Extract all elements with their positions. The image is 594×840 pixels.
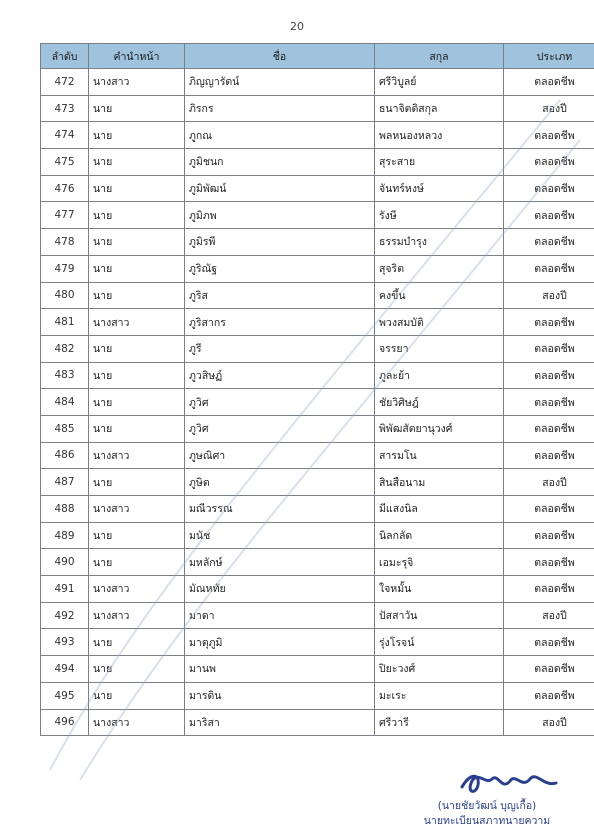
row-number: 494 [41, 656, 89, 683]
row-type: ตลอดชีพ [504, 69, 594, 96]
row-type: ตลอดชีพ [504, 522, 594, 549]
row-title: นาย [89, 149, 185, 176]
row-title: นางสาว [89, 309, 185, 336]
row-type: สองปี [504, 282, 594, 309]
row-number: 486 [41, 442, 89, 469]
row-first-name: มาดา [185, 602, 375, 629]
row-type: สองปี [504, 602, 594, 629]
row-last-name: ปิยะวงศ์ [375, 656, 504, 683]
row-number: 476 [41, 175, 89, 202]
table-row [41, 309, 594, 336]
table-row [41, 709, 594, 736]
row-number: 481 [41, 309, 89, 336]
row-number: 492 [41, 602, 89, 629]
table-row [41, 282, 594, 309]
row-last-name: ภูละย้า [375, 362, 504, 389]
row-first-name: ภูมิชนก [185, 149, 375, 176]
row-last-name: จันทร์หงษ์ [375, 175, 504, 202]
row-last-name: สุจริต [375, 255, 504, 282]
table-row [41, 202, 594, 229]
row-title: นางสาว [89, 576, 185, 603]
row-type: ตลอดชีพ [504, 309, 594, 336]
table-row [41, 175, 594, 202]
row-type: ตลอดชีพ [504, 576, 594, 603]
row-first-name: มัณหทัย [185, 576, 375, 603]
row-first-name: มาริสา [185, 709, 375, 736]
page-number: 20 [290, 20, 304, 33]
row-title: นาย [89, 389, 185, 416]
row-type: สองปี [504, 709, 594, 736]
row-type: ตลอดชีพ [504, 362, 594, 389]
row-title: นาย [89, 362, 185, 389]
row-type: ตลอดชีพ [504, 389, 594, 416]
table-row [41, 682, 594, 709]
row-last-name: นิลกลัด [375, 522, 504, 549]
row-first-name: ภูมิรพี [185, 229, 375, 256]
row-title: นาย [89, 469, 185, 496]
row-number: 496 [41, 709, 89, 736]
row-last-name: คงขึ้น [375, 282, 504, 309]
row-type: ตลอดชีพ [504, 682, 594, 709]
row-title: นางสาว [89, 602, 185, 629]
table-row [41, 496, 594, 523]
row-title: นาย [89, 682, 185, 709]
table-row [41, 95, 594, 122]
row-type: ตลอดชีพ [504, 149, 594, 176]
row-last-name: เอมะรุจิ [375, 549, 504, 576]
signatory-name: (นายชัยวัฒน์ บุญเกื้อ) [437, 800, 537, 812]
row-last-name: ชัยวิศิษฎ์ [375, 389, 504, 416]
row-number: 495 [41, 682, 89, 709]
table-row [41, 149, 594, 176]
row-first-name: ภิญญารัตน์ [185, 69, 375, 96]
row-number: 480 [41, 282, 89, 309]
table-row [41, 602, 594, 629]
row-type: ตลอดชีพ [504, 415, 594, 442]
row-number: 478 [41, 229, 89, 256]
row-first-name: มาตุภูมิ [185, 629, 375, 656]
row-type: สองปี [504, 469, 594, 496]
row-title: นาย [89, 656, 185, 683]
row-type: ตลอดชีพ [504, 656, 594, 683]
row-number: 493 [41, 629, 89, 656]
row-title: นาย [89, 522, 185, 549]
table-row [41, 442, 594, 469]
row-title: นาย [89, 255, 185, 282]
row-first-name: ภูกณ [185, 122, 375, 149]
row-first-name: มณีวรรณ [185, 496, 375, 523]
row-first-name: ภูษณิศา [185, 442, 375, 469]
row-last-name: สุระสาย [375, 149, 504, 176]
table-header-row [41, 44, 594, 69]
row-first-name: ภูริณัฐ [185, 255, 375, 282]
row-first-name: ภูวสิษฏ์ [185, 362, 375, 389]
row-last-name: รุ่งโรจน์ [375, 629, 504, 656]
row-title: นาย [89, 415, 185, 442]
table-row [41, 389, 594, 416]
table-row [41, 522, 594, 549]
row-last-name: มะเระ [375, 682, 504, 709]
row-last-name: ใจหมั้น [375, 576, 504, 603]
row-number: 485 [41, 415, 89, 442]
row-number: 489 [41, 522, 89, 549]
header-number: ลำดับ [41, 44, 89, 69]
row-first-name: ภูริส [185, 282, 375, 309]
row-first-name: มานพ [185, 656, 375, 683]
row-last-name: รังษี [375, 202, 504, 229]
row-number: 491 [41, 576, 89, 603]
row-last-name: สินสือนาม [375, 469, 504, 496]
signature-block [402, 765, 572, 829]
header-last-name: สกุล [375, 44, 504, 69]
table-row [41, 415, 594, 442]
row-title: นาย [89, 629, 185, 656]
header-type: ประเภท [504, 44, 594, 69]
row-type: ตลอดชีพ [504, 229, 594, 256]
row-number: 475 [41, 149, 89, 176]
row-title: นางสาว [89, 496, 185, 523]
table-row [41, 576, 594, 603]
row-first-name: ภูริสากร [185, 309, 375, 336]
member-table [40, 43, 594, 736]
row-type: ตลอดชีพ [504, 549, 594, 576]
row-type: ตลอดชีพ [504, 122, 594, 149]
row-last-name: พลหนองหลวง [375, 122, 504, 149]
row-title: นาย [89, 335, 185, 362]
row-title: นาย [89, 122, 185, 149]
table-row [41, 362, 594, 389]
row-title: นาย [89, 282, 185, 309]
row-last-name: พวงสมบัติ [375, 309, 504, 336]
row-title: นางสาว [89, 709, 185, 736]
row-type: ตลอดชีพ [504, 496, 594, 523]
row-last-name: จรรยา [375, 335, 504, 362]
row-last-name: ศรีวารี [375, 709, 504, 736]
row-number: 479 [41, 255, 89, 282]
row-last-name: พิพัฒสัตยานุวงศ์ [375, 415, 504, 442]
table-body [41, 69, 594, 736]
row-first-name: ภูมิพัฒน์ [185, 175, 375, 202]
row-type: ตลอดชีพ [504, 629, 594, 656]
row-type: ตลอดชีพ [504, 335, 594, 362]
row-last-name: สารมโน [375, 442, 504, 469]
row-title: นาย [89, 229, 185, 256]
row-last-name: มีแสงนิล [375, 496, 504, 523]
row-title: นาย [89, 175, 185, 202]
row-type: สองปี [504, 95, 594, 122]
row-first-name: ภูวิศ [185, 415, 375, 442]
header-first-name: ชื่อ [185, 44, 375, 69]
row-first-name: มารดิน [185, 682, 375, 709]
row-type: ตลอดชีพ [504, 202, 594, 229]
table-row [41, 122, 594, 149]
row-first-name: ภูวิศ [185, 389, 375, 416]
signatory-title: นายทะเบียนสภาทนายความ [423, 815, 551, 827]
table-row [41, 469, 594, 496]
row-type: ตลอดชีพ [504, 442, 594, 469]
row-first-name: ภูรี [185, 335, 375, 362]
row-number: 474 [41, 122, 89, 149]
row-number: 484 [41, 389, 89, 416]
row-number: 487 [41, 469, 89, 496]
header-title: คำนำหน้า [89, 44, 185, 69]
row-number: 472 [41, 69, 89, 96]
row-number: 488 [41, 496, 89, 523]
row-number: 473 [41, 95, 89, 122]
row-first-name: ภูษิต [185, 469, 375, 496]
table-row [41, 656, 594, 683]
row-last-name: ธนาจิตติสกุล [375, 95, 504, 122]
table-row [41, 629, 594, 656]
row-last-name: ธรรมบำรุง [375, 229, 504, 256]
table-row [41, 335, 594, 362]
table-row [41, 255, 594, 282]
row-number: 483 [41, 362, 89, 389]
row-title: นางสาว [89, 69, 185, 96]
table-row [41, 229, 594, 256]
row-first-name: ภูมิภพ [185, 202, 375, 229]
row-number: 490 [41, 549, 89, 576]
row-first-name: มหลักษ์ [185, 549, 375, 576]
table-row [41, 69, 594, 96]
row-first-name: ภิรกร [185, 95, 375, 122]
row-title: นาย [89, 202, 185, 229]
row-number: 477 [41, 202, 89, 229]
row-title: นาย [89, 549, 185, 576]
row-last-name: ศรีวิบูลย์ [375, 69, 504, 96]
row-number: 482 [41, 335, 89, 362]
row-type: ตลอดชีพ [504, 255, 594, 282]
row-title: นาย [89, 95, 185, 122]
signature-mark [452, 765, 572, 799]
row-last-name: ปัสสาวัน [375, 602, 504, 629]
row-first-name: มนัช [185, 522, 375, 549]
table-row [41, 549, 594, 576]
row-type: ตลอดชีพ [504, 175, 594, 202]
row-title: นางสาว [89, 442, 185, 469]
